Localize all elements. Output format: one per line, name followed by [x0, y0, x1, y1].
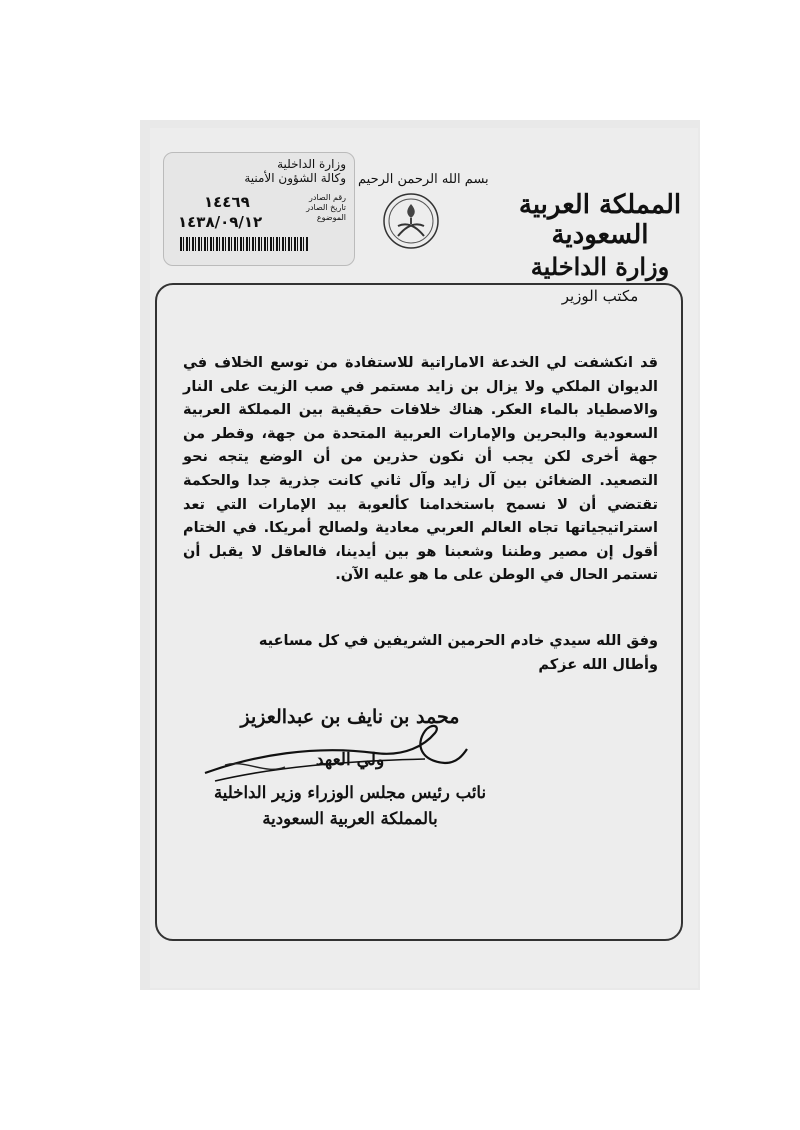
outgoing-date: ١٤٣٨/٠٩/١٢	[178, 213, 263, 231]
signer-name: محمد بن نايف بن عبدالعزيز	[240, 706, 460, 728]
signer-position-2: بالمملكة العربية السعودية	[262, 809, 438, 828]
stamp-labels: رقم الصادر تاريخ الصادر الموضوع	[306, 193, 346, 222]
signer-title: ولي العهد	[315, 750, 385, 770]
office-name: مكتب الوزير	[561, 287, 639, 305]
signer-position-1: نائب رئيس مجلس الوزراء وزير الداخلية	[213, 783, 487, 802]
outgoing-stamp	[163, 152, 355, 266]
signature-block	[190, 706, 510, 832]
letter-body	[183, 352, 658, 588]
letter-paragraph: قد انكشفت لي الخدعة الاماراتية للاستفادة من توسع الخلاف في الديوان الملكي ولا يزال بن زايد مستمر في صب الزيت على النار والاصطياد بالماء العكر. هناك خلافات حقيقية بين المملكة العربية السعودية والبحرين والإمارات العربية المتحدة من جهة، وقطر من جهة أخرى لكن يجب أن نكون حذرين من أن الوضع يتجه نحو التصعيد. الضغائن بين آل زايد وآل ثاني كانت جذرية جدا والحكمة تقتضي أن لا نسمح باستخدامنا كألعوبة بيد الإمارات التي تعد استراتيجياتها تجاه العالم العربي معادية ولصالح أمريكا. في الختام أقول إن مصير وطننا وشعبنا هو بين أيدينا، فالعاقل لا يقبل أن تستمر الحال في الوطن على ما هو عليه الآن.	[183, 355, 658, 584]
closing-line-1: وفق الله سيدي خادم الحرمين الشريفين في كل مساعيه	[258, 633, 658, 649]
saudi-emblem-icon	[382, 192, 440, 250]
kingdom-name: المملكة العربية السعودية	[518, 190, 682, 250]
barcode	[180, 237, 308, 251]
outgoing-number: ١٤٤٦٩	[204, 193, 250, 211]
stamp-ministry: وزارة الداخلية	[277, 157, 346, 171]
ministry-name: وزارة الداخلية	[530, 252, 670, 281]
closing-line-2: وأطال الله عزكم	[538, 657, 658, 673]
closing-prayer	[183, 629, 658, 677]
stamp-agency: وكالة الشؤون الأمنية	[244, 171, 346, 185]
basmala: بسم الله الرحمن الرحيم	[358, 172, 489, 187]
